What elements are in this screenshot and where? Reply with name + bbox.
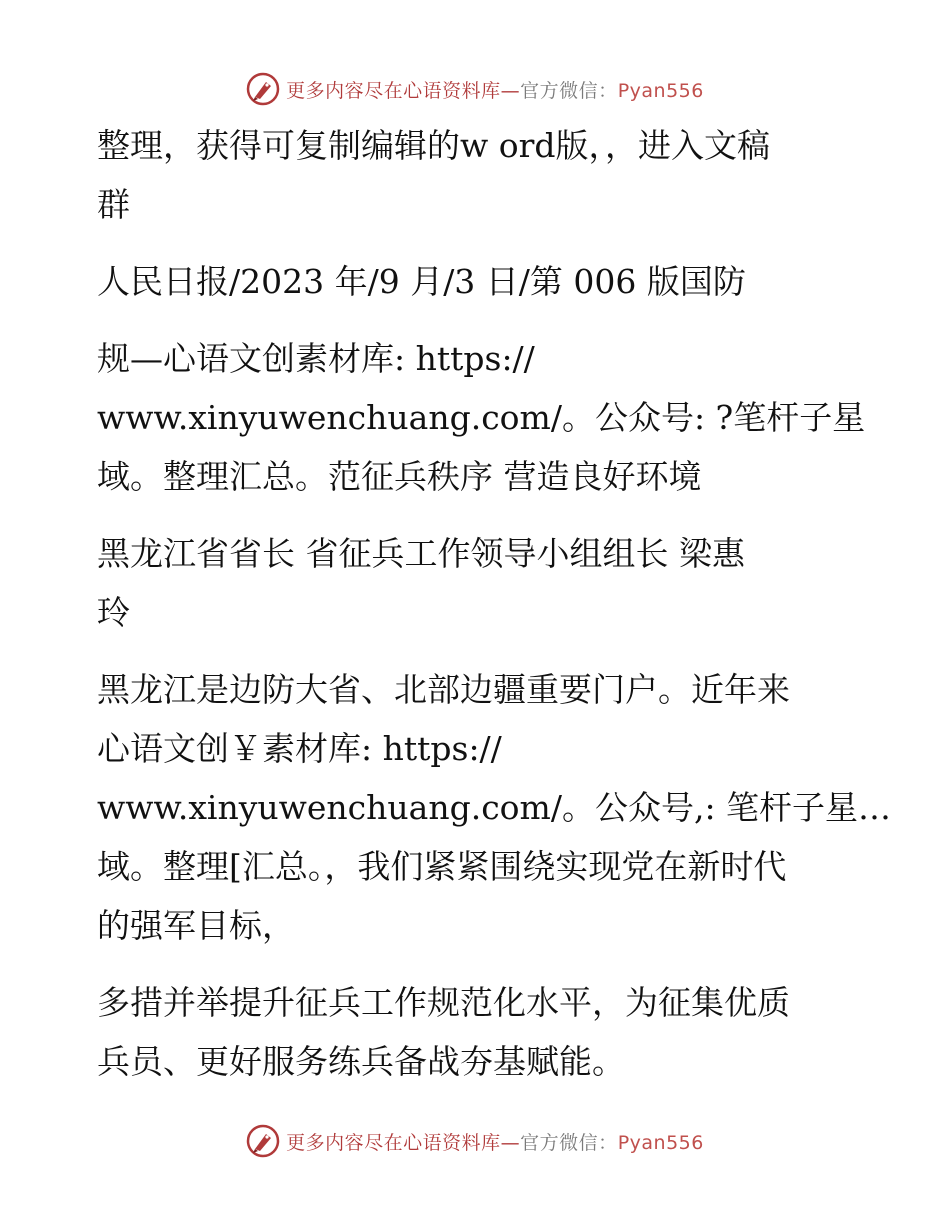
text-line: 多措并举提升征兵工作规范化水平，为征集优质 (97, 983, 790, 1022)
banner-dash: — (500, 1131, 521, 1154)
text-line: www.xinyuwenchuang.com/。公众号,: 笔杆子星… (97, 788, 892, 827)
text-line: 域。整理[汇总。，我们紧紧围绕实现党在新时代 (97, 847, 787, 886)
text-line: 的强军目标， (97, 906, 295, 945)
paragraph (97, 252, 857, 311)
text-line: 规—心语文创素材库: https:// (97, 339, 535, 378)
text-line: 黑龙江省省长 省征兵工作领导小组组长 梁惠 (97, 534, 745, 573)
banner-handle: Pyan556 (617, 1131, 704, 1154)
banner-dash: — (500, 79, 521, 102)
paragraph (97, 524, 857, 642)
text-line: 群 (97, 185, 130, 224)
pen-nib-logo-icon (246, 72, 280, 106)
banner-site-text: 更多内容尽在心语资料库 (286, 1131, 501, 1154)
banner-site-text: 更多内容尽在心语资料库 (286, 79, 501, 102)
paragraph (97, 660, 892, 955)
banner-text (286, 1128, 704, 1155)
text-line: 心语文创￥素材库: https:// (97, 729, 502, 768)
banner-wechat-label: 官方微信： (520, 79, 618, 102)
paragraph (97, 973, 857, 1091)
footer-banner (0, 1124, 950, 1158)
paragraph (97, 116, 857, 234)
article-body (97, 116, 892, 1109)
text-line: 整理，获得可复制编辑的w ord版，，进入文稿 (97, 126, 771, 165)
text-line: www.xinyuwenchuang.com/。公众号: ?笔杆子星 (97, 398, 866, 437)
pen-nib-logo-icon (246, 1124, 280, 1158)
text-line: 兵员、更好服务练兵备战夯基赋能。 (97, 1042, 625, 1081)
text-line: 黑龙江是边防大省、北部边疆重要门户。近年来 (97, 670, 790, 709)
banner-wechat-label: 官方微信： (520, 1131, 618, 1154)
text-line: 人民日报/2023 年/9 月/3 日/第 006 版国防 (97, 262, 746, 301)
banner-handle: Pyan556 (617, 79, 704, 102)
banner-text (286, 76, 704, 103)
text-line: 玲 (97, 593, 130, 632)
text-line: 域。整理汇总。范征兵秩序 营造良好环境 (97, 457, 702, 496)
header-banner (0, 72, 950, 106)
paragraph (97, 329, 866, 506)
